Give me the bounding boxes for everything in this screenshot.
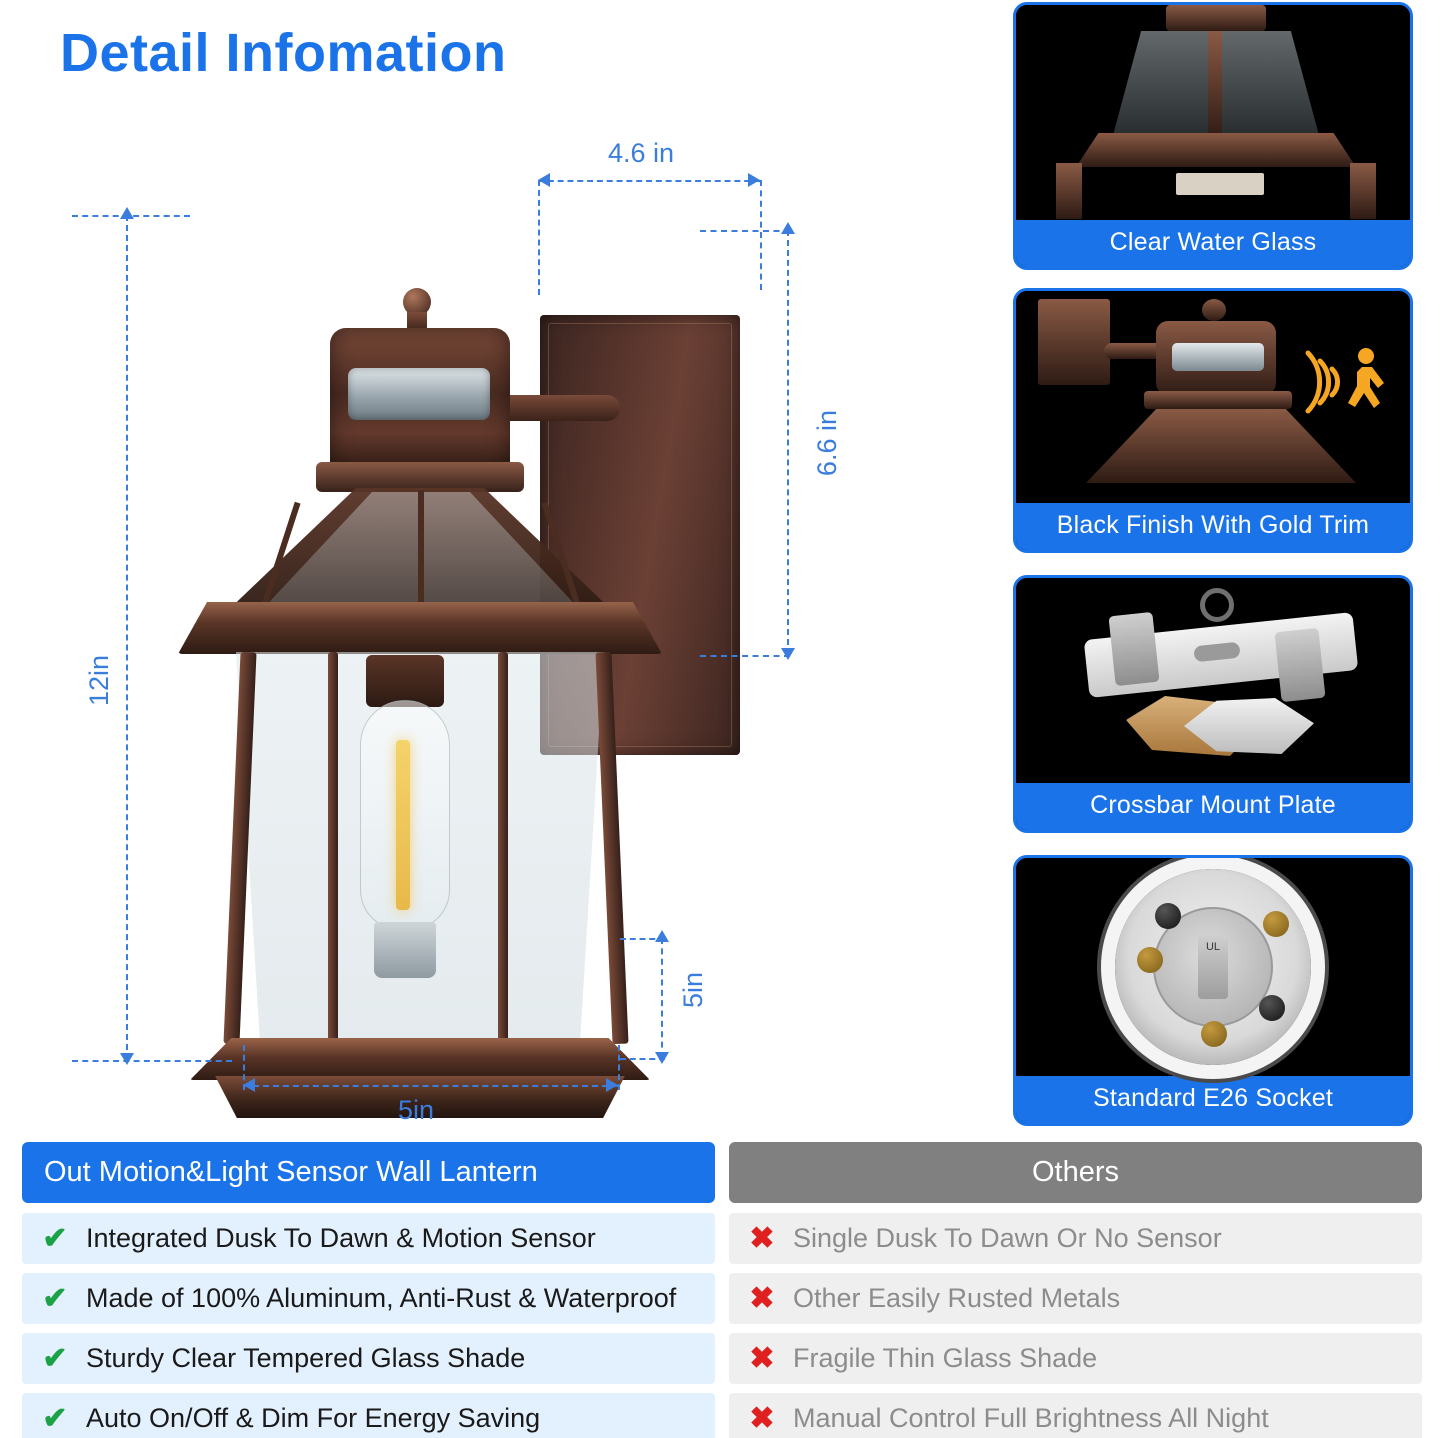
cross-icon: ✖	[749, 1401, 775, 1435]
feature-photo-crossbar-plate	[1016, 578, 1410, 783]
dimension-line-depth-right	[787, 230, 789, 655]
dimension-arrow-right-top	[748, 173, 760, 187]
dimension-arrow-down-left	[120, 1053, 134, 1065]
dimension-tick-top-right	[760, 180, 762, 290]
dimension-line-base-height	[661, 938, 663, 1058]
photo-label-sticker	[1176, 173, 1264, 195]
e26-socket-graphic	[1115, 869, 1311, 1065]
photo-sensor-lens	[1172, 343, 1264, 371]
dimension-arrow-up-base	[655, 930, 669, 942]
photo-top-collar	[1166, 5, 1266, 31]
dimension-line-width-top	[538, 180, 760, 182]
photo-post-left	[1056, 163, 1082, 219]
dimension-arrow-right-bottom	[606, 1078, 618, 1092]
lantern-roof-edge	[178, 602, 662, 654]
comparison-cell-ours-3	[22, 1393, 715, 1438]
comparison-header-row	[22, 1142, 1422, 1203]
dimension-label-width-top: 4.6 in	[608, 138, 675, 168]
photo-center-rib	[1208, 31, 1222, 139]
photo-post-right	[1350, 163, 1376, 219]
dimension-tick-top-left	[538, 180, 540, 295]
feature-card-clear-water-glass	[1013, 2, 1413, 270]
comparison-table	[22, 1142, 1422, 1438]
feature-card-black-finish-gold-trim	[1013, 288, 1413, 553]
comparison-cell-others-0	[729, 1213, 1422, 1264]
dimension-tick-bottom-left	[243, 1045, 245, 1090]
dimension-line-height-left	[126, 215, 128, 1060]
table-row	[22, 1333, 1422, 1384]
dimension-label-base-height: 5in	[678, 972, 708, 1009]
roof-rib-center	[418, 490, 424, 608]
socket-screw-dark-right	[1259, 995, 1285, 1021]
cross-icon: ✖	[749, 1341, 775, 1375]
dimension-tick-base-bottom	[620, 1058, 665, 1060]
dimension-tick-right-bottom	[700, 655, 790, 657]
comparison-header-ours: Out Motion&Light Sensor Wall Lantern	[22, 1142, 715, 1203]
comparison-cell-others-2	[729, 1333, 1422, 1384]
socket-screw-bottom	[1201, 1021, 1227, 1047]
motion-detection-icon	[1304, 343, 1396, 423]
dimension-arrow-up-right	[781, 222, 795, 234]
motion-sensor-lens	[348, 368, 490, 420]
comparison-text-others-2: Fragile Thin Glass Shade	[793, 1343, 1098, 1373]
dimension-tick-bottom-right	[618, 1045, 620, 1090]
table-row	[22, 1393, 1422, 1438]
dimension-line-base-width	[243, 1085, 618, 1087]
comparison-header-others: Others	[729, 1142, 1422, 1203]
feature-caption-2: Crossbar Mount Plate	[1016, 783, 1410, 830]
comparison-rows	[22, 1213, 1422, 1438]
comparison-text-others-0: Single Dusk To Dawn Or No Sensor	[793, 1223, 1222, 1253]
ul-mark-label: UL	[1198, 935, 1228, 999]
lantern-base-top	[190, 1038, 650, 1080]
photo-knockout-hole	[1200, 588, 1234, 622]
comparison-cell-ours-0	[22, 1213, 715, 1264]
glass-post-inner-right	[498, 652, 508, 1044]
feature-caption-0: Clear Water Glass	[1016, 220, 1410, 267]
comparison-cell-ours-2	[22, 1333, 715, 1384]
socket-screw-top-right	[1263, 911, 1289, 937]
check-icon: ✔	[42, 1281, 68, 1315]
dimension-tick-right-top	[700, 230, 790, 232]
feature-photo-clear-water-glass	[1016, 5, 1410, 220]
page-title: Detail Infomation	[60, 23, 507, 83]
comparison-cell-others-3	[729, 1393, 1422, 1438]
socket-screw-dark-left	[1155, 903, 1181, 929]
photo-bracket-left	[1108, 612, 1159, 686]
check-icon: ✔	[42, 1341, 68, 1375]
comparison-cell-others-1	[729, 1273, 1422, 1324]
comparison-text-ours-2: Sturdy Clear Tempered Glass Shade	[86, 1343, 526, 1373]
dimension-label-depth-right: 6.6 in	[812, 410, 842, 477]
feature-card-e26-socket	[1013, 855, 1413, 1126]
cross-icon: ✖	[749, 1221, 775, 1255]
comparison-text-ours-1: Made of 100% Aluminum, Anti-Rust & Waterproof	[86, 1283, 677, 1313]
check-icon: ✔	[42, 1221, 68, 1255]
feature-caption-1: Black Finish With Gold Trim	[1016, 503, 1410, 550]
comparison-text-others-3: Manual Control Full Brightness All Night	[793, 1403, 1269, 1433]
bulb-filament	[396, 740, 410, 910]
dimension-arrow-up-left	[120, 207, 134, 219]
dimension-tick-base-top	[620, 938, 665, 940]
socket-screw-left	[1137, 947, 1163, 973]
feature-photo-e26-socket	[1016, 858, 1410, 1076]
bulb-base	[374, 922, 436, 978]
cross-icon: ✖	[749, 1281, 775, 1315]
dimension-tick-left-top	[72, 215, 190, 217]
photo-bracket-right	[1274, 628, 1325, 702]
dimension-arrow-down-right	[781, 648, 795, 660]
feature-photo-black-finish	[1016, 291, 1410, 503]
feature-card-crossbar-mount-plate	[1013, 575, 1413, 833]
feature-caption-3: Standard E26 Socket	[1016, 1076, 1410, 1123]
sensor-base-ring	[316, 462, 524, 492]
photo-backplate	[1038, 299, 1110, 385]
comparison-text-ours-0: Integrated Dusk To Dawn & Motion Sensor	[86, 1223, 596, 1253]
wall-lantern-illustration	[160, 200, 780, 1100]
product-dimension-diagram	[0, 110, 1010, 1130]
dimension-tick-left-bottom	[72, 1060, 232, 1062]
photo-sensor-base	[1144, 391, 1292, 409]
comparison-text-others-1: Other Easily Rusted Metals	[793, 1283, 1121, 1313]
table-row	[22, 1273, 1422, 1324]
photo-sensor-finial	[1202, 299, 1226, 321]
comparison-cell-ours-1	[22, 1273, 715, 1324]
dimension-label-base-width: 5in	[398, 1095, 435, 1125]
table-row	[22, 1213, 1422, 1264]
comparison-text-ours-3: Auto On/Off & Dim For Energy Saving	[86, 1403, 541, 1433]
dimension-label-height-left: 12in	[84, 655, 114, 707]
photo-roof-edge	[1076, 133, 1356, 167]
glass-post-inner-left	[328, 652, 338, 1044]
check-icon: ✔	[42, 1401, 68, 1435]
